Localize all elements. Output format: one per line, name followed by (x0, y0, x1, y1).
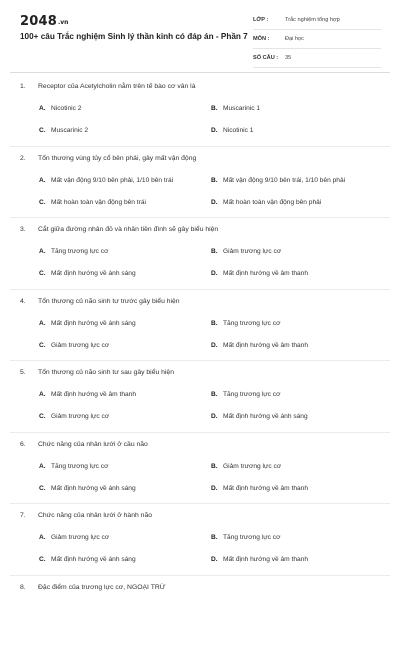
option-d[interactable] (211, 556, 308, 563)
option-text: Muscarinic 2 (51, 127, 88, 134)
question-item (10, 504, 390, 576)
option-letter: D. (211, 485, 223, 492)
option-text: Nicotinic 1 (223, 127, 253, 134)
question-item (10, 361, 390, 433)
option-letter: C. (39, 556, 51, 563)
option-text: Mất vận động 9/10 bên phải, 1/10 bên trái (51, 177, 173, 184)
question-stem (20, 83, 195, 90)
question-stem (20, 512, 152, 519)
option-b[interactable] (211, 105, 260, 112)
question-list (0, 75, 400, 646)
meta-value: Trắc nghiệm tổng hợp (285, 17, 340, 23)
meta-row-class (253, 14, 381, 30)
logo-tld: .vn (58, 19, 68, 26)
option-letter: C. (39, 127, 51, 134)
question-stem (20, 155, 196, 162)
option-letter: A. (39, 391, 51, 398)
option-letter: D. (211, 127, 223, 134)
question-text: Đặc điểm của trương lực cơ, NGOẠI TRỪ (38, 584, 166, 591)
option-a[interactable] (39, 391, 136, 398)
option-letter: C. (39, 485, 51, 492)
option-text: Mất hoàn toàn vận động bên phải (223, 199, 321, 206)
option-text: Mất định hướng về âm thanh (223, 485, 308, 492)
option-text: Mất định hướng về âm thanh (223, 342, 308, 349)
option-letter: D. (211, 556, 223, 563)
option-text: Tăng trương lực cơ (223, 534, 280, 541)
option-letter: B. (211, 248, 223, 255)
option-letter: B. (211, 320, 223, 327)
logo-number: 2048 (20, 14, 57, 29)
question-number: 2. (20, 155, 38, 162)
option-letter: D. (211, 270, 223, 277)
question-stem (20, 226, 218, 233)
header-divider (10, 72, 390, 73)
option-d[interactable] (211, 127, 253, 134)
option-d[interactable] (211, 199, 321, 206)
option-c[interactable] (39, 413, 109, 420)
option-text: Giảm trương lực cơ (223, 248, 281, 255)
option-b[interactable] (211, 177, 345, 184)
option-text: Giảm trương lực cơ (51, 413, 109, 420)
question-text: Chức năng của nhân lưới ở hành não (38, 512, 152, 519)
option-text: Mất định hướng về ánh sáng (51, 320, 136, 327)
option-text: Mất vận động 9/10 bên trái, 1/10 bên phải (223, 177, 345, 184)
option-letter: B. (211, 463, 223, 470)
question-number: 4. (20, 298, 38, 305)
option-letter: D. (211, 413, 223, 420)
option-text: Mất định hướng về âm thanh (51, 391, 136, 398)
option-a[interactable] (39, 320, 136, 327)
option-letter: B. (211, 391, 223, 398)
option-text: Mất hoàn toàn vận động bên trái (51, 199, 146, 206)
option-letter: A. (39, 248, 51, 255)
option-text: Nicotinic 2 (51, 105, 81, 112)
option-text: Tăng trương lực cơ (223, 391, 280, 398)
question-stem (20, 441, 148, 448)
question-text: Tổn thương vùng tủy cổ bên phải, gây mất vận động (38, 155, 196, 162)
option-letter: A. (39, 320, 51, 327)
option-a[interactable] (39, 177, 173, 184)
question-stem (20, 369, 174, 376)
meta-label: SỐ CÂU : (253, 55, 278, 61)
option-a[interactable] (39, 248, 108, 255)
question-text: Receptor của Acetylcholin nằm trên tế bào cơ vân là (38, 83, 195, 90)
question-stem (20, 584, 166, 591)
option-text: Mất định hướng về âm thanh (223, 270, 308, 277)
option-b[interactable] (211, 391, 280, 398)
question-item (10, 147, 390, 219)
option-letter: A. (39, 105, 51, 112)
question-item (10, 576, 390, 646)
option-b[interactable] (211, 463, 281, 470)
option-letter: B. (211, 105, 223, 112)
meta-row-count (253, 52, 381, 68)
question-text: Tổn thương củ não sinh tư sau gây biểu hiện (38, 369, 174, 376)
option-text: Muscarinic 1 (223, 105, 260, 112)
option-d[interactable] (211, 485, 308, 492)
option-c[interactable] (39, 199, 146, 206)
option-d[interactable] (211, 413, 308, 420)
question-number: 6. (20, 441, 38, 448)
option-letter: C. (39, 270, 51, 277)
site-logo[interactable] (20, 14, 68, 29)
question-item (10, 218, 390, 290)
option-letter: C. (39, 413, 51, 420)
option-text: Mất định hướng về âm thanh (223, 556, 308, 563)
meta-row-subject (253, 33, 381, 49)
option-text: Giảm trương lực cơ (51, 534, 109, 541)
question-stem (20, 298, 180, 305)
option-text: Mất định hướng về ánh sáng (51, 270, 136, 277)
option-letter: A. (39, 534, 51, 541)
question-item (10, 433, 390, 505)
option-b[interactable] (211, 320, 280, 327)
option-letter: C. (39, 199, 51, 206)
option-a[interactable] (39, 463, 108, 470)
meta-label: LỚP : (253, 17, 268, 23)
option-a[interactable] (39, 105, 81, 112)
question-number: 7. (20, 512, 38, 519)
option-text: Mất định hướng về ánh sáng (51, 556, 136, 563)
option-letter: A. (39, 177, 51, 184)
question-item (10, 75, 390, 147)
option-text: Mất định hướng về ánh sáng (51, 485, 136, 492)
question-text: Tổn thương củ não sinh tư trước gây biểu hiện (38, 298, 180, 305)
quiz-meta (253, 14, 381, 71)
question-number: 3. (20, 226, 38, 233)
page-header (0, 0, 400, 64)
option-a[interactable] (39, 534, 109, 541)
meta-value: 35 (285, 55, 291, 61)
option-letter: C. (39, 342, 51, 349)
question-number: 8. (20, 584, 38, 591)
option-text: Giảm trương lực cơ (51, 342, 109, 349)
option-letter: B. (211, 534, 223, 541)
option-c[interactable] (39, 270, 136, 277)
option-text: Tăng trương lực cơ (51, 463, 108, 470)
question-text: Cắt giữa đường nhân đỏ và nhân tiền đình sẽ gây biểu hiện (38, 226, 218, 233)
option-d[interactable] (211, 270, 308, 277)
meta-value: Đại học (285, 36, 304, 42)
question-number: 5. (20, 369, 38, 376)
question-text: Chức năng của nhân lưới ở cầu não (38, 441, 148, 448)
option-c[interactable] (39, 556, 136, 563)
option-d[interactable] (211, 342, 308, 349)
page-title: 100+ câu Trắc nghiệm Sinh lý thần kinh có đáp án - Phần 7 (20, 32, 248, 41)
option-letter: B. (211, 177, 223, 184)
option-text: Tăng trương lực cơ (51, 248, 108, 255)
option-c[interactable] (39, 485, 136, 492)
option-letter: D. (211, 342, 223, 349)
option-b[interactable] (211, 534, 280, 541)
question-number: 1. (20, 83, 38, 90)
option-text: Tăng trương lực cơ (223, 320, 280, 327)
option-text: Giảm trương lực cơ (223, 463, 281, 470)
option-c[interactable] (39, 342, 109, 349)
option-c[interactable] (39, 127, 88, 134)
question-item (10, 290, 390, 362)
option-b[interactable] (211, 248, 281, 255)
meta-label: MÔN : (253, 36, 269, 42)
option-letter: D. (211, 199, 223, 206)
option-text: Mất định hướng về ánh sáng (223, 413, 308, 420)
option-letter: A. (39, 463, 51, 470)
